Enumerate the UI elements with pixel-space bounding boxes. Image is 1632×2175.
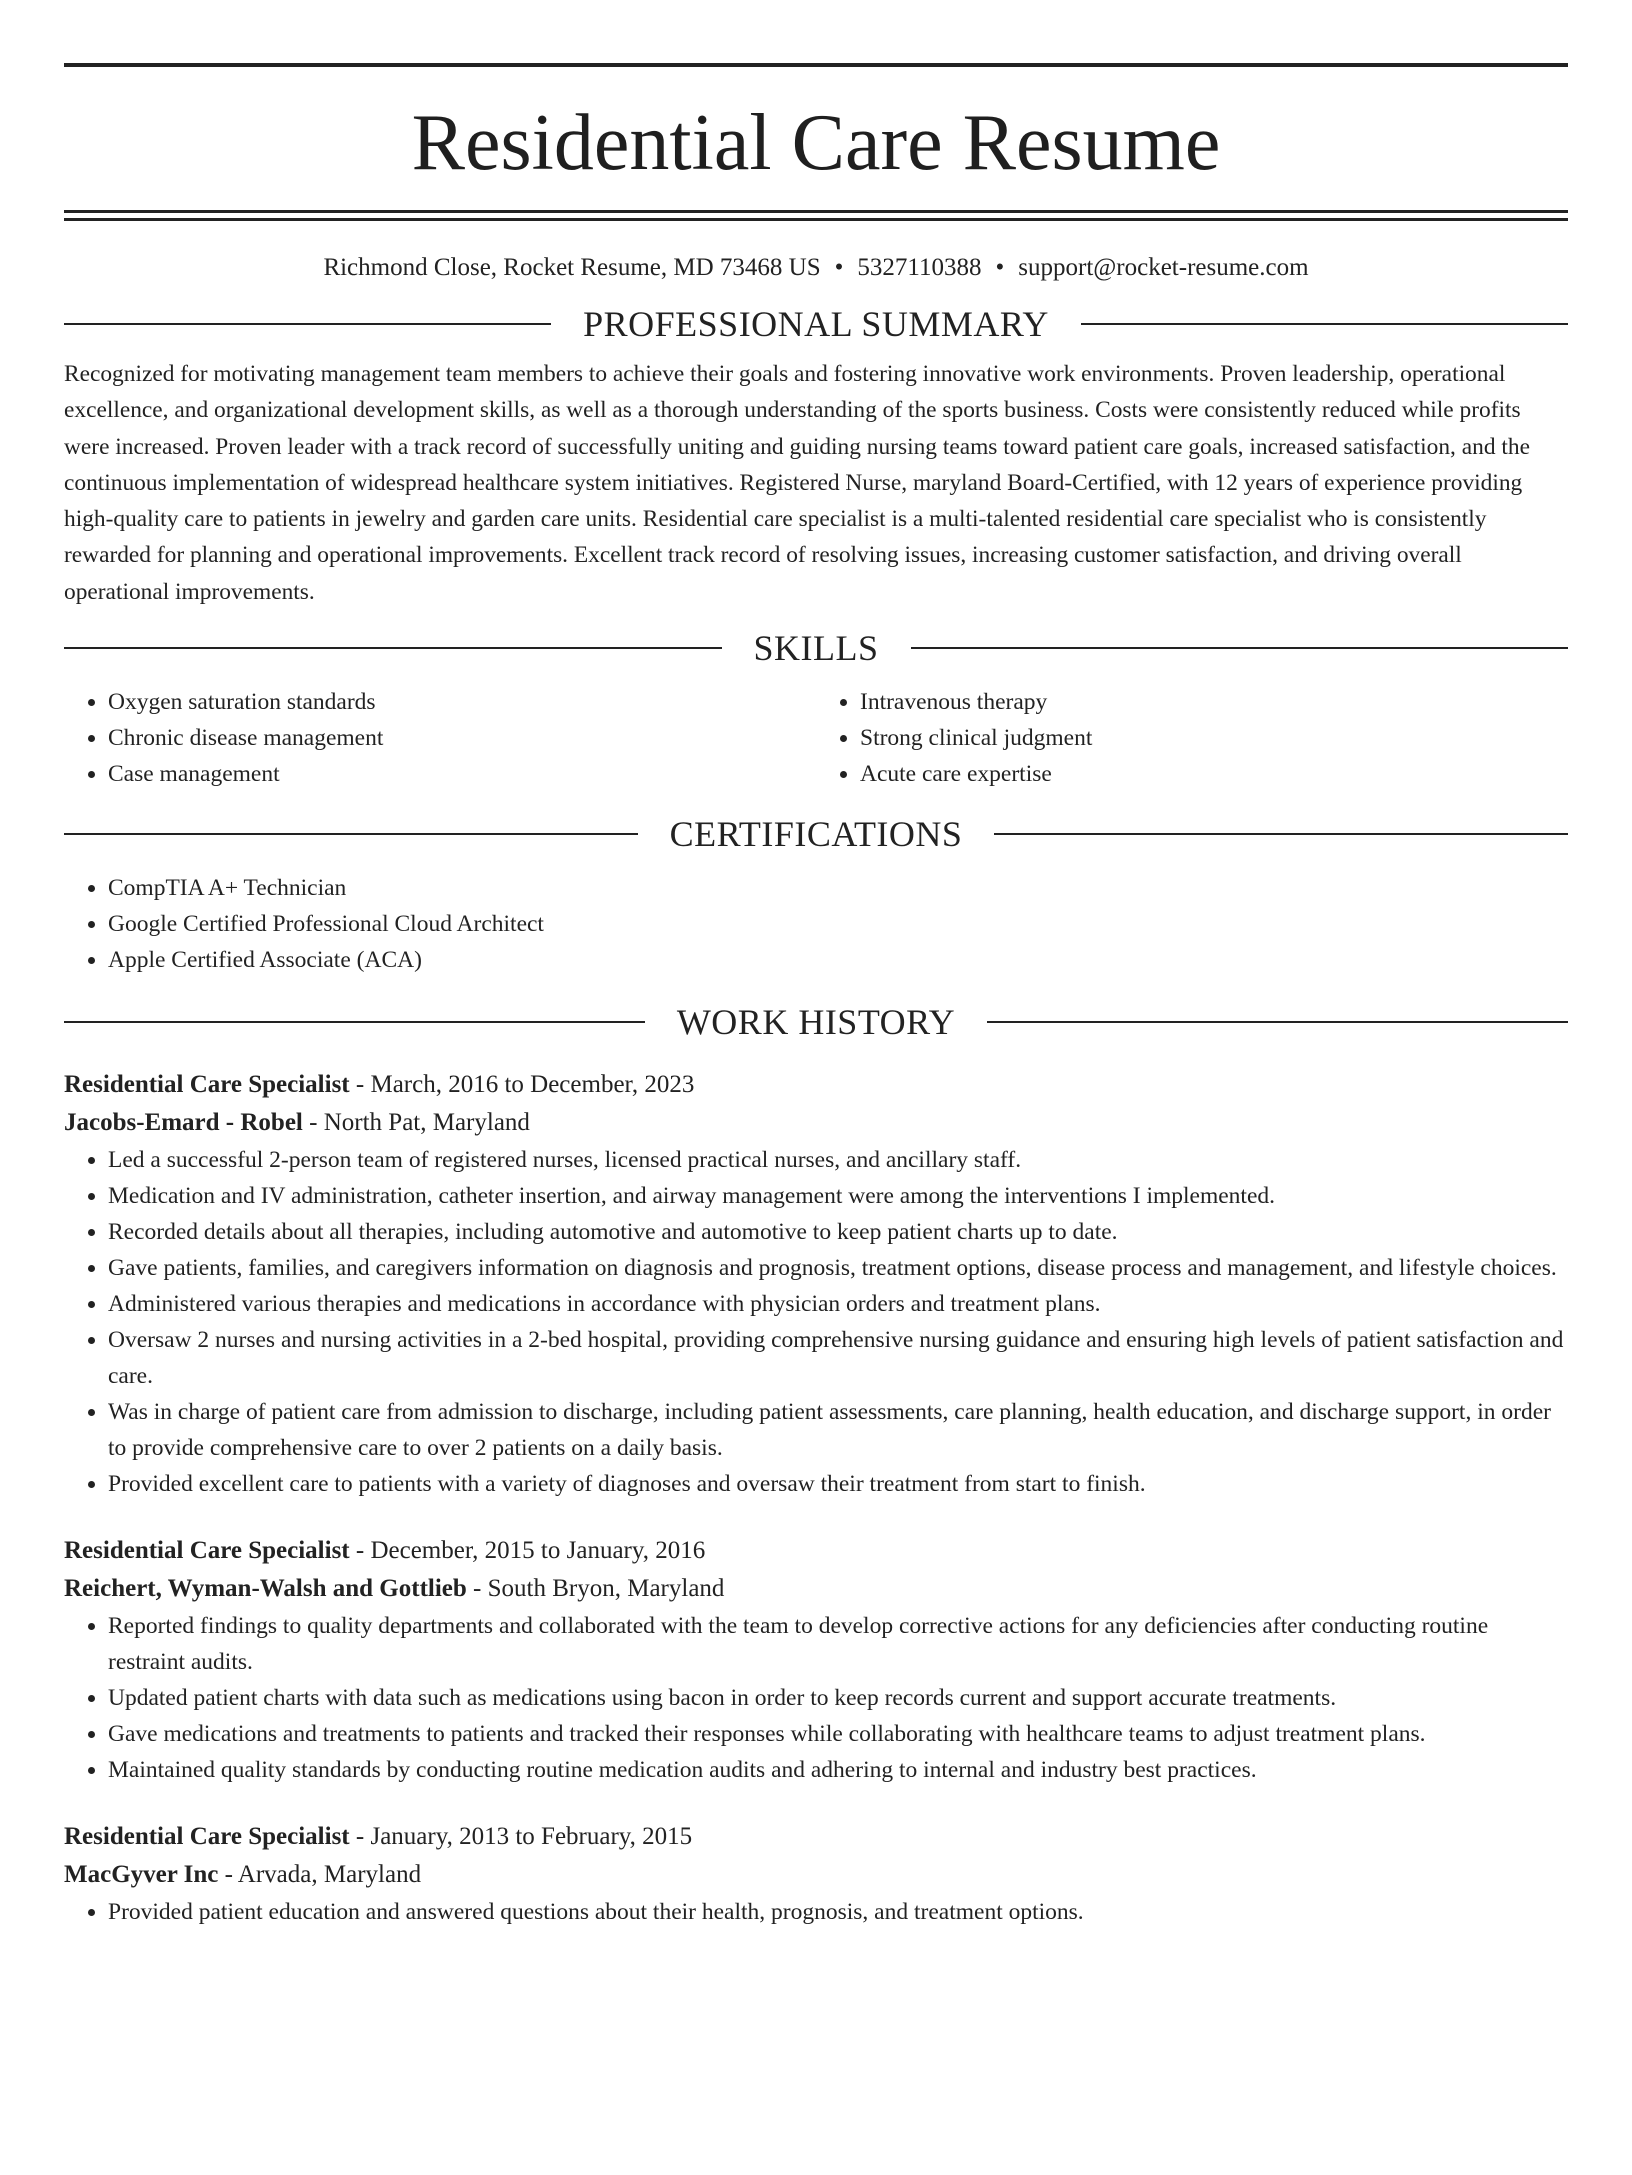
top-rule: [64, 63, 1568, 67]
job-bullet: • Updated patient charts with data such as medications using bacon in order to keep records current and support accurate treatments.: [108, 1680, 1568, 1716]
job-bullets: [64, 1608, 1568, 1788]
section-title: CERTIFICATIONS: [669, 814, 963, 855]
section-title: SKILLS: [753, 628, 879, 669]
job-entry: [64, 1066, 1568, 1502]
job-title: Residential Care Specialist: [64, 1537, 350, 1565]
heading-rule-right: [987, 1021, 1568, 1023]
summary-text: Recognized for motivating management team members to achieve their goals and fostering innovative work environments. Proven leadership, operational excellence, and organizational development skills, as well as a thorough understanding of the sports business. Costs were consistently reduced while profits were increased. Proven leader with a track record of successfully uniting and guiding nursing teams toward patient care goals, increased satisfaction, and the continuous implementation of widespread healthcare system initiatives. Registered Nurse, maryland Board-Certified, with 12 years of experience providing high-quality care to patients in jewelry and garden care units. Residential care specialist is a multi-talented residential care specialist who is consistently rewarded for planning and operational improvements. Excellent track record of resolving issues, increasing customer satisfaction, and driving overall operational improvements.: [64, 361, 1530, 605]
job-bullet: • Reported findings to quality departments and collaborated with the team to develop corrective actions for any deficiencies after conducting routine restraint audits.: [108, 1608, 1568, 1680]
job-bullet: • Provided excellent care to patients with a variety of diagnoses and oversaw their treatment from start to finish.: [108, 1466, 1568, 1502]
job-title: Residential Care Specialist: [64, 1071, 350, 1099]
section-heading-work-history: [64, 1000, 1568, 1044]
contact-line: [64, 251, 1568, 285]
certification-item: • Apple Certified Associate (ACA): [108, 942, 1568, 978]
job-entry: [64, 1532, 1568, 1788]
heading-rule-right: [911, 647, 1569, 649]
skill-item: • Acute care expertise: [860, 756, 1568, 792]
job-location: - Arvada, Maryland: [218, 1861, 422, 1889]
job-company: MacGyver Inc: [64, 1861, 219, 1889]
skill-item: • Oxygen saturation standards: [108, 684, 816, 720]
heading-rule-right: [1081, 323, 1568, 325]
job-bullet: • Provided patient education and answered questions about their health, prognosis, and treatment options.: [108, 1894, 1568, 1930]
skill-item: • Chronic disease management: [108, 720, 816, 756]
job-bullet: • Medication and IV administration, catheter insertion, and airway management were among the interventions I implemented.: [108, 1178, 1568, 1214]
title-double-rule: [64, 210, 1568, 221]
job-bullet: • Recorded details about all therapies, including automotive and automotive to keep patient charts up to date.: [108, 1214, 1568, 1250]
job-bullet: • Maintained quality standards by conducting routine medication audits and adhering to internal and industry best practices.: [108, 1752, 1568, 1788]
job-bullet: • Led a successful 2-person team of registered nurses, licensed practical nurses, and ancillary staff.: [108, 1142, 1568, 1178]
section-heading-certifications: [64, 812, 1568, 856]
skill-item: • Strong clinical judgment: [860, 720, 1568, 756]
job-title-line: [64, 1532, 1568, 1570]
section-title: PROFESSIONAL SUMMARY: [583, 304, 1049, 344]
heading-rule-left: [64, 833, 638, 835]
job-location: - North Pat, Maryland: [302, 1109, 530, 1137]
certifications-list: [64, 870, 1568, 978]
section-title: WORK HISTORY: [676, 1002, 956, 1043]
job-dates: - January, 2013 to February, 2015: [349, 1823, 693, 1851]
certification-item: • Google Certified Professional Cloud Architect: [108, 906, 1568, 942]
skills-list-left: [64, 684, 816, 792]
contact-address: Richmond Close, Rocket Resume, MD 73468 US: [323, 254, 821, 281]
job-title-line: [64, 1818, 1568, 1856]
job-title: Residential Care Specialist: [64, 1823, 350, 1851]
job-company-line: [64, 1570, 1568, 1608]
contact-email: support@rocket-resume.com: [1018, 254, 1309, 281]
section-heading-skills: [64, 626, 1568, 670]
job-bullets: [64, 1894, 1568, 1930]
heading-rule-left: [64, 647, 722, 649]
contact-separator: •: [995, 254, 1005, 281]
heading-rule-right: [994, 833, 1568, 835]
heading-rule-left: [64, 1021, 645, 1023]
resume-title: Residential Care Resume: [411, 99, 1221, 187]
skills-list-right: [816, 684, 1568, 792]
job-company-line: [64, 1104, 1568, 1142]
skill-item: • Intravenous therapy: [860, 684, 1568, 720]
job-bullet: • Oversaw 2 nurses and nursing activities in a 2-bed hospital, providing comprehensive nursing guidance and ensuring high levels of patient satisfaction and care.: [108, 1322, 1568, 1394]
job-company-line: [64, 1856, 1568, 1894]
job-entry: [64, 1818, 1568, 1930]
job-bullet: • Was in charge of patient care from admission to discharge, including patient assessments, care planning, health education, and discharge support, in order to provide comprehensive care to over 2 patients on a daily basis.: [108, 1394, 1568, 1466]
certification-item: • CompTIA A+ Technician: [108, 870, 1568, 906]
job-dates: - December, 2015 to January, 2016: [349, 1537, 706, 1565]
job-bullet: • Gave patients, families, and caregivers information on diagnosis and prognosis, treatment options, disease process and management, and lifestyle choices.: [108, 1250, 1568, 1286]
job-dates: - March, 2016 to December, 2023: [349, 1071, 695, 1099]
job-company: Jacobs-Emard - Robel: [64, 1109, 303, 1137]
job-company: Reichert, Wyman-Walsh and Gottlieb: [64, 1575, 467, 1603]
skill-item: • Case management: [108, 756, 816, 792]
job-bullets: [64, 1142, 1568, 1502]
job-bullet: • Administered various therapies and medications in accordance with physician orders and treatment plans.: [108, 1286, 1568, 1322]
job-title-line: [64, 1066, 1568, 1104]
section-heading-summary: [64, 302, 1568, 346]
contact-phone: 5327110388: [857, 254, 982, 281]
resume-page: [0, 63, 1632, 2175]
skills-grid: [64, 684, 1568, 792]
heading-rule-left: [64, 323, 551, 325]
contact-separator: •: [834, 254, 844, 281]
job-bullet: • Gave medications and treatments to patients and tracked their responses while collaborating with healthcare teams to adjust treatment plans.: [108, 1716, 1568, 1752]
job-location: - South Bryon, Maryland: [466, 1575, 725, 1603]
